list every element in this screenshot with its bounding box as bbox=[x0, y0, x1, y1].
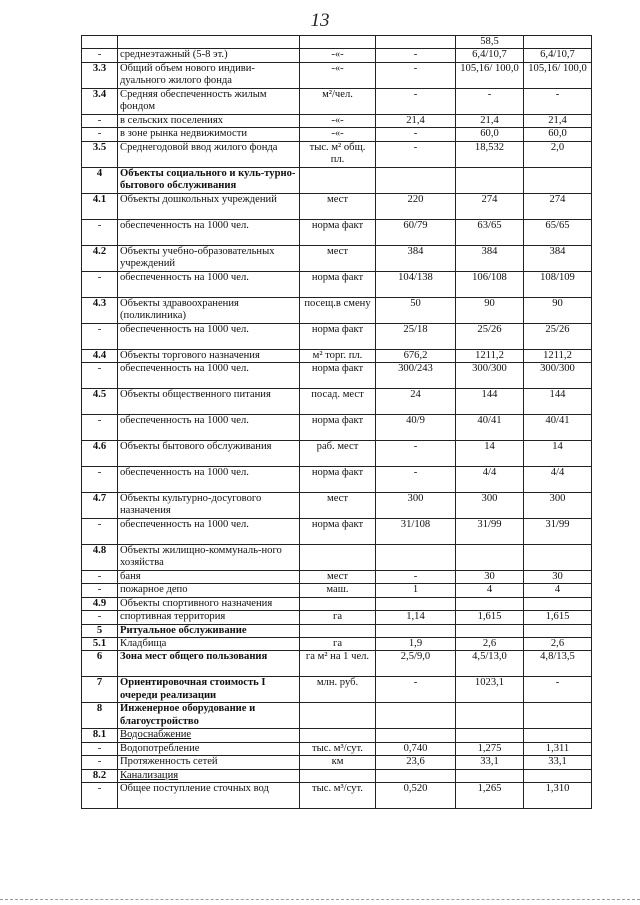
row-number: - bbox=[82, 611, 118, 624]
row-value-existing: 384 bbox=[376, 245, 456, 271]
row-unit: норма факт bbox=[300, 467, 376, 493]
row-value-estimate: 144 bbox=[524, 389, 592, 415]
row-unit: посещ.в смену bbox=[300, 297, 376, 323]
row-value-estimate: 1,310 bbox=[524, 783, 592, 809]
row-value-estimate: 6,4/10,7 bbox=[524, 49, 592, 62]
row-unit: норма факт bbox=[300, 323, 376, 349]
table-row bbox=[82, 597, 592, 610]
row-value-stage1: 144 bbox=[456, 389, 524, 415]
row-value-existing: - bbox=[376, 571, 456, 584]
row-number: - bbox=[82, 323, 118, 349]
row-number: - bbox=[82, 584, 118, 597]
row-name: Объекты торгового назначения bbox=[118, 349, 300, 362]
row-name: Объекты спортивного назначения bbox=[118, 597, 300, 610]
row-number: 5.1 bbox=[82, 638, 118, 651]
row-unit: км bbox=[300, 756, 376, 769]
row-value-estimate: - bbox=[524, 88, 592, 114]
row-name: Объекты жилищно-коммуналь-ного хозяйства bbox=[118, 545, 300, 571]
table-row bbox=[82, 49, 592, 62]
table-row bbox=[82, 167, 592, 193]
row-value-existing bbox=[376, 703, 456, 729]
table-row bbox=[82, 219, 592, 245]
row-value-stage1: 300/300 bbox=[456, 363, 524, 389]
table-row bbox=[82, 545, 592, 571]
row-number: 8 bbox=[82, 703, 118, 729]
row-name: Ориентировочная стоимость I очереди реализации bbox=[118, 677, 300, 703]
row-number: - bbox=[82, 128, 118, 141]
row-unit: га м² на 1 чел. bbox=[300, 651, 376, 677]
row-value-estimate bbox=[524, 703, 592, 729]
row-unit: -«- bbox=[300, 114, 376, 127]
table-row bbox=[82, 363, 592, 389]
row-name: пожарное депо bbox=[118, 584, 300, 597]
row-number: 4.1 bbox=[82, 193, 118, 219]
row-name: спортивная территория bbox=[118, 611, 300, 624]
row-value-stage1: 300 bbox=[456, 493, 524, 519]
row-value-stage1: 2,6 bbox=[456, 638, 524, 651]
row-value-existing bbox=[376, 624, 456, 637]
row-value-existing: 1,14 bbox=[376, 611, 456, 624]
row-name: Общий объем нового индиви-дуального жилого фонда bbox=[118, 62, 300, 88]
row-value-estimate bbox=[524, 545, 592, 571]
row-value-stage1: 14 bbox=[456, 441, 524, 467]
row-number: 4.8 bbox=[82, 545, 118, 571]
row-value-stage1 bbox=[456, 167, 524, 193]
row-value-stage1: 4,5/13,0 bbox=[456, 651, 524, 677]
row-value-stage1 bbox=[456, 545, 524, 571]
row-unit: тыс. м³/сут. bbox=[300, 783, 376, 809]
row-value-existing: 60/79 bbox=[376, 219, 456, 245]
table-row bbox=[82, 651, 592, 677]
row-value-estimate: 105,16/ 100,0 bbox=[524, 62, 592, 88]
row-value-estimate: 4/4 bbox=[524, 467, 592, 493]
row-value-existing: - bbox=[376, 141, 456, 167]
row-value-existing: 104/138 bbox=[376, 271, 456, 297]
table-row bbox=[82, 624, 592, 637]
table-row bbox=[82, 519, 592, 545]
table-row bbox=[82, 114, 592, 127]
row-name: Водоснабжение bbox=[118, 729, 300, 742]
row-number: - bbox=[82, 571, 118, 584]
row-number bbox=[82, 36, 118, 49]
row-unit: норма факт bbox=[300, 519, 376, 545]
row-unit: м²/чел. bbox=[300, 88, 376, 114]
table-row bbox=[82, 271, 592, 297]
row-value-estimate bbox=[524, 36, 592, 49]
row-value-stage1 bbox=[456, 769, 524, 782]
row-value-estimate: 108/109 bbox=[524, 271, 592, 297]
row-value-stage1: 60,0 bbox=[456, 128, 524, 141]
row-value-estimate: 65/65 bbox=[524, 219, 592, 245]
table-row bbox=[82, 769, 592, 782]
row-name: обеспеченность на 1000 чел. bbox=[118, 323, 300, 349]
table-row bbox=[82, 245, 592, 271]
row-name: Объекты культурно-досугового назначения bbox=[118, 493, 300, 519]
row-name: Протяженность сетей bbox=[118, 756, 300, 769]
row-value-existing: 25/18 bbox=[376, 323, 456, 349]
row-number: - bbox=[82, 219, 118, 245]
row-name: Зона мест общего пользования bbox=[118, 651, 300, 677]
row-value-existing bbox=[376, 36, 456, 49]
row-value-existing: 220 bbox=[376, 193, 456, 219]
table-row bbox=[82, 611, 592, 624]
row-number: - bbox=[82, 415, 118, 441]
row-name: баня bbox=[118, 571, 300, 584]
row-value-estimate: 1211,2 bbox=[524, 349, 592, 362]
row-name: Объекты учебно-образовательных учреждений bbox=[118, 245, 300, 271]
row-name: обеспеченность на 1000 чел. bbox=[118, 519, 300, 545]
row-value-stage1: 90 bbox=[456, 297, 524, 323]
row-value-existing: 0,520 bbox=[376, 783, 456, 809]
row-unit: маш. bbox=[300, 584, 376, 597]
row-number: 4.7 bbox=[82, 493, 118, 519]
table-row bbox=[82, 584, 592, 597]
table-row bbox=[82, 193, 592, 219]
row-unit: мест bbox=[300, 493, 376, 519]
row-name bbox=[118, 36, 300, 49]
row-value-stage1 bbox=[456, 597, 524, 610]
table-row bbox=[82, 441, 592, 467]
row-value-existing bbox=[376, 597, 456, 610]
row-number: 5 bbox=[82, 624, 118, 637]
row-value-stage1: 25/26 bbox=[456, 323, 524, 349]
table-row bbox=[82, 36, 592, 49]
row-value-existing: 300/243 bbox=[376, 363, 456, 389]
row-value-estimate: 21,4 bbox=[524, 114, 592, 127]
row-value-stage1: 4 bbox=[456, 584, 524, 597]
table-row bbox=[82, 415, 592, 441]
table-row bbox=[82, 467, 592, 493]
row-number: 3.5 bbox=[82, 141, 118, 167]
row-value-estimate: 300/300 bbox=[524, 363, 592, 389]
table-row bbox=[82, 729, 592, 742]
row-unit: мест bbox=[300, 571, 376, 584]
row-value-estimate: 1,615 bbox=[524, 611, 592, 624]
row-unit: м² торг. пл. bbox=[300, 349, 376, 362]
row-value-estimate: 300 bbox=[524, 493, 592, 519]
row-value-stage1 bbox=[456, 729, 524, 742]
table-row bbox=[82, 88, 592, 114]
table-row bbox=[82, 677, 592, 703]
row-unit bbox=[300, 597, 376, 610]
row-value-stage1: - bbox=[456, 88, 524, 114]
row-value-existing: - bbox=[376, 677, 456, 703]
row-unit bbox=[300, 36, 376, 49]
row-value-stage1: 274 bbox=[456, 193, 524, 219]
row-number: 4.2 bbox=[82, 245, 118, 271]
table-row bbox=[82, 62, 592, 88]
indicators-table bbox=[81, 35, 592, 809]
row-name: Объекты общественного питания bbox=[118, 389, 300, 415]
row-value-estimate bbox=[524, 729, 592, 742]
row-number: 4.5 bbox=[82, 389, 118, 415]
row-value-estimate bbox=[524, 167, 592, 193]
row-value-stage1: 30 bbox=[456, 571, 524, 584]
row-value-existing: 1,9 bbox=[376, 638, 456, 651]
row-value-stage1: 58,5 bbox=[456, 36, 524, 49]
row-value-stage1: 31/99 bbox=[456, 519, 524, 545]
row-number: 4 bbox=[82, 167, 118, 193]
row-unit bbox=[300, 729, 376, 742]
row-unit: -«- bbox=[300, 49, 376, 62]
row-name: Кладбища bbox=[118, 638, 300, 651]
row-value-existing: 676,2 bbox=[376, 349, 456, 362]
row-value-estimate: - bbox=[524, 677, 592, 703]
row-value-stage1: 18,532 bbox=[456, 141, 524, 167]
row-number: - bbox=[82, 49, 118, 62]
row-value-existing: - bbox=[376, 467, 456, 493]
row-value-existing: 0,740 bbox=[376, 742, 456, 755]
row-value-existing: 2,5/9,0 bbox=[376, 651, 456, 677]
table-row bbox=[82, 128, 592, 141]
row-number: 6 bbox=[82, 651, 118, 677]
table-row bbox=[82, 323, 592, 349]
row-value-stage1: 4/4 bbox=[456, 467, 524, 493]
table-row bbox=[82, 638, 592, 651]
row-name: обеспеченность на 1000 чел. bbox=[118, 219, 300, 245]
row-unit: -«- bbox=[300, 62, 376, 88]
row-number: - bbox=[82, 114, 118, 127]
row-value-existing: 50 bbox=[376, 297, 456, 323]
row-value-stage1: 1,265 bbox=[456, 783, 524, 809]
row-value-existing: - bbox=[376, 441, 456, 467]
row-unit: млн. руб. bbox=[300, 677, 376, 703]
row-unit: норма факт bbox=[300, 271, 376, 297]
table-row bbox=[82, 703, 592, 729]
row-value-estimate: 31/99 bbox=[524, 519, 592, 545]
row-unit: тыс. м³/сут. bbox=[300, 742, 376, 755]
row-name: Объекты социального и куль-турно-бытового обслуживания bbox=[118, 167, 300, 193]
page-bottom-divider bbox=[0, 899, 640, 901]
row-value-existing bbox=[376, 167, 456, 193]
row-name: Общее поступление сточных вод bbox=[118, 783, 300, 809]
row-name: Объекты дошкольных учреждений bbox=[118, 193, 300, 219]
row-value-stage1: 6,4/10,7 bbox=[456, 49, 524, 62]
row-number: 8.1 bbox=[82, 729, 118, 742]
row-number: - bbox=[82, 756, 118, 769]
row-value-existing: 23,6 bbox=[376, 756, 456, 769]
row-name: среднеэтажный (5-8 эт.) bbox=[118, 49, 300, 62]
row-number: 8.2 bbox=[82, 769, 118, 782]
row-value-stage1: 1211,2 bbox=[456, 349, 524, 362]
row-number: 7 bbox=[82, 677, 118, 703]
row-value-stage1: 1023,1 bbox=[456, 677, 524, 703]
row-unit: норма факт bbox=[300, 363, 376, 389]
row-value-estimate: 14 bbox=[524, 441, 592, 467]
row-unit: мест bbox=[300, 245, 376, 271]
row-unit: норма факт bbox=[300, 219, 376, 245]
row-value-existing: - bbox=[376, 62, 456, 88]
row-name: обеспеченность на 1000 чел. bbox=[118, 363, 300, 389]
row-value-existing: - bbox=[376, 88, 456, 114]
row-name: Ритуальное обслуживание bbox=[118, 624, 300, 637]
row-value-stage1: 63/65 bbox=[456, 219, 524, 245]
row-value-stage1: 106/108 bbox=[456, 271, 524, 297]
row-value-existing bbox=[376, 545, 456, 571]
row-name: Объекты здравоохранения (поликлиника) bbox=[118, 297, 300, 323]
row-name: Объекты бытового обслуживания bbox=[118, 441, 300, 467]
row-unit: норма факт bbox=[300, 415, 376, 441]
row-number: 4.6 bbox=[82, 441, 118, 467]
row-name: обеспеченность на 1000 чел. bbox=[118, 415, 300, 441]
row-value-stage1: 1,615 bbox=[456, 611, 524, 624]
table-row bbox=[82, 783, 592, 809]
row-unit bbox=[300, 769, 376, 782]
row-unit: тыс. м² общ. пл. bbox=[300, 141, 376, 167]
row-unit: га bbox=[300, 638, 376, 651]
table-row bbox=[82, 493, 592, 519]
table-row bbox=[82, 742, 592, 755]
row-unit: посад. мест bbox=[300, 389, 376, 415]
table-row bbox=[82, 756, 592, 769]
row-value-estimate: 274 bbox=[524, 193, 592, 219]
row-unit: -«- bbox=[300, 128, 376, 141]
row-value-estimate: 30 bbox=[524, 571, 592, 584]
row-value-existing: 21,4 bbox=[376, 114, 456, 127]
row-unit bbox=[300, 703, 376, 729]
row-value-existing: 24 bbox=[376, 389, 456, 415]
row-name: обеспеченность на 1000 чел. bbox=[118, 467, 300, 493]
row-value-stage1: 1,275 bbox=[456, 742, 524, 755]
row-name: Среднегодовой ввод жилого фонда bbox=[118, 141, 300, 167]
row-value-estimate: 384 bbox=[524, 245, 592, 271]
row-number: 3.3 bbox=[82, 62, 118, 88]
row-number: - bbox=[82, 783, 118, 809]
row-value-existing: 1 bbox=[376, 584, 456, 597]
row-value-estimate: 40/41 bbox=[524, 415, 592, 441]
row-value-estimate: 2,0 bbox=[524, 141, 592, 167]
row-number: 4.4 bbox=[82, 349, 118, 362]
row-value-existing: 300 bbox=[376, 493, 456, 519]
row-number: 3.4 bbox=[82, 88, 118, 114]
table-row bbox=[82, 141, 592, 167]
table-row bbox=[82, 389, 592, 415]
row-number: - bbox=[82, 271, 118, 297]
row-value-stage1 bbox=[456, 624, 524, 637]
row-number: - bbox=[82, 519, 118, 545]
table-body bbox=[82, 36, 592, 809]
row-number: 4.9 bbox=[82, 597, 118, 610]
row-value-existing: 31/108 bbox=[376, 519, 456, 545]
row-name: Водопотребление bbox=[118, 742, 300, 755]
row-number: 4.3 bbox=[82, 297, 118, 323]
row-value-estimate: 25/26 bbox=[524, 323, 592, 349]
row-value-estimate bbox=[524, 597, 592, 610]
row-value-estimate: 1,311 bbox=[524, 742, 592, 755]
row-value-estimate bbox=[524, 769, 592, 782]
row-value-stage1: 105,16/ 100,0 bbox=[456, 62, 524, 88]
row-value-stage1 bbox=[456, 703, 524, 729]
row-name: Инженерное оборудование и благоустройство bbox=[118, 703, 300, 729]
row-value-estimate bbox=[524, 624, 592, 637]
row-name: Средняя обеспеченность жилым фондом bbox=[118, 88, 300, 114]
row-number: - bbox=[82, 742, 118, 755]
table-row bbox=[82, 297, 592, 323]
row-value-estimate: 2,6 bbox=[524, 638, 592, 651]
row-value-estimate: 4 bbox=[524, 584, 592, 597]
row-value-estimate: 33,1 bbox=[524, 756, 592, 769]
row-unit bbox=[300, 624, 376, 637]
row-value-estimate: 4,8/13,5 bbox=[524, 651, 592, 677]
row-unit: га bbox=[300, 611, 376, 624]
row-name: в зоне рынка недвижимости bbox=[118, 128, 300, 141]
row-unit: мест bbox=[300, 193, 376, 219]
row-name: Канализация bbox=[118, 769, 300, 782]
row-number: - bbox=[82, 467, 118, 493]
row-unit bbox=[300, 545, 376, 571]
row-value-existing: - bbox=[376, 128, 456, 141]
row-value-stage1: 33,1 bbox=[456, 756, 524, 769]
row-value-stage1: 40/41 bbox=[456, 415, 524, 441]
table-row bbox=[82, 349, 592, 362]
row-value-existing: - bbox=[376, 49, 456, 62]
table-row bbox=[82, 571, 592, 584]
row-unit bbox=[300, 167, 376, 193]
row-number: - bbox=[82, 363, 118, 389]
row-value-existing bbox=[376, 729, 456, 742]
row-value-estimate: 90 bbox=[524, 297, 592, 323]
row-value-existing bbox=[376, 769, 456, 782]
row-value-stage1: 21,4 bbox=[456, 114, 524, 127]
row-name: обеспеченность на 1000 чел. bbox=[118, 271, 300, 297]
row-value-estimate: 60,0 bbox=[524, 128, 592, 141]
row-value-stage1: 384 bbox=[456, 245, 524, 271]
row-unit: раб. мест bbox=[300, 441, 376, 467]
page-number: 13 bbox=[310, 10, 330, 31]
row-value-existing: 40/9 bbox=[376, 415, 456, 441]
row-name: в сельских поселениях bbox=[118, 114, 300, 127]
